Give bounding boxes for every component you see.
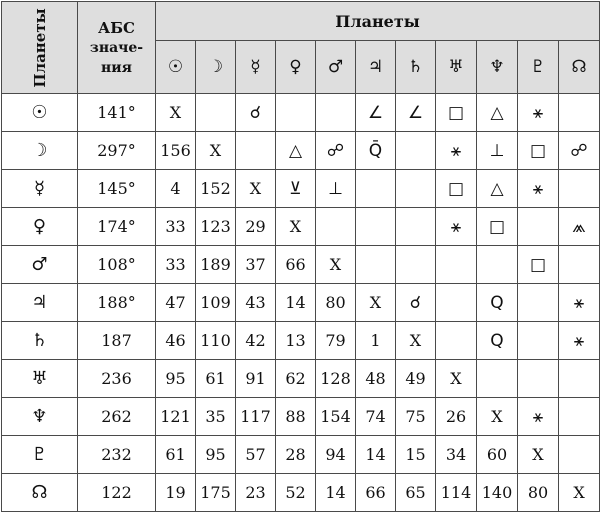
table-cell: 57: [236, 436, 276, 474]
column-header-node-icon: ☊: [559, 41, 600, 94]
aspect-symbol-cell: [559, 436, 600, 474]
table-cell: 79: [316, 322, 356, 360]
table-cell: 43: [236, 284, 276, 322]
table-row-mars: [2, 246, 600, 284]
table-row-mercury: [2, 170, 600, 208]
table-cell: 117: [236, 398, 276, 436]
table-cell: 65: [396, 474, 436, 512]
aspect-symbol-cell: [436, 246, 477, 284]
row-planet-saturn-icon: ♄: [2, 322, 78, 360]
aspect-symbol-cell: [477, 360, 518, 398]
table-cell: X: [356, 284, 396, 322]
aspect-symbol-cell: ⚹: [559, 284, 600, 322]
table-cell: 156: [156, 132, 196, 170]
table-cell: X: [236, 170, 276, 208]
column-header-saturn-icon: ♄: [396, 41, 436, 94]
table-cell: 15: [396, 436, 436, 474]
row-planet-pluto-icon: ♇: [2, 436, 78, 474]
aspect-symbol-cell: [518, 360, 559, 398]
aspect-symbol-cell: □: [518, 132, 559, 170]
table-cell: 114: [436, 474, 477, 512]
aspect-symbol-cell: ☍: [559, 132, 600, 170]
table-cell: 28: [276, 436, 316, 474]
table-cell: 49: [396, 360, 436, 398]
table-row-venus: [2, 208, 600, 246]
aspect-symbol-cell: [356, 208, 396, 246]
table-cell: 175: [196, 474, 236, 512]
table-cell: 66: [356, 474, 396, 512]
table-row-moon: [2, 132, 600, 170]
table-cell: 29: [236, 208, 276, 246]
aspect-symbol-cell: □: [436, 94, 477, 132]
table-cell: X: [436, 360, 477, 398]
table-cell: 110: [196, 322, 236, 360]
aspect-symbol-cell: □: [436, 170, 477, 208]
table-cell: X: [396, 322, 436, 360]
aspect-symbol-cell: [316, 208, 356, 246]
abs-value-cell: 108°: [78, 246, 156, 284]
aspect-symbol-cell: Q: [477, 322, 518, 360]
table-cell: 123: [196, 208, 236, 246]
table-row-jupiter: [2, 284, 600, 322]
table-cell: 19: [156, 474, 196, 512]
row-planet-sun-icon: ☉: [2, 94, 78, 132]
aspect-symbol-cell: ⊻: [276, 170, 316, 208]
table-body: [2, 94, 600, 512]
table-cell: 189: [196, 246, 236, 284]
aspect-symbol-cell: [356, 170, 396, 208]
aspect-symbol-cell: ⚹: [518, 170, 559, 208]
aspect-symbol-cell: [518, 322, 559, 360]
table-cell: 109: [196, 284, 236, 322]
aspect-symbol-cell: ☌: [396, 284, 436, 322]
table-row-neptune: [2, 398, 600, 436]
aspect-symbol-cell: [518, 208, 559, 246]
abs-value-cell: 188°: [78, 284, 156, 322]
table-cell: 14: [316, 474, 356, 512]
table-cell: 121: [156, 398, 196, 436]
aspect-symbol-cell: [276, 94, 316, 132]
aspect-symbol-cell: ⚹: [518, 398, 559, 436]
abs-value-cell: 262: [78, 398, 156, 436]
column-header-uranus-icon: ♅: [436, 41, 477, 94]
aspect-symbol-cell: [559, 170, 600, 208]
table-cell: 75: [396, 398, 436, 436]
aspect-table: [1, 1, 600, 512]
table-cell: 4: [156, 170, 196, 208]
column-header-jupiter-icon: ♃: [356, 41, 396, 94]
table-cell: 14: [356, 436, 396, 474]
table-cell: 66: [276, 246, 316, 284]
table-cell: 52: [276, 474, 316, 512]
aspect-symbol-cell: [356, 246, 396, 284]
table-cell: 35: [196, 398, 236, 436]
aspect-symbol-cell: Q̄: [356, 132, 396, 170]
table-cell: X: [316, 246, 356, 284]
table-cell: 33: [156, 246, 196, 284]
aspect-symbol-cell: △: [276, 132, 316, 170]
table-cell: 95: [156, 360, 196, 398]
abs-value-cell: 232: [78, 436, 156, 474]
table-cell: X: [196, 132, 236, 170]
column-header-moon-icon: ☽: [196, 41, 236, 94]
abs-value-cell: 122: [78, 474, 156, 512]
aspect-symbol-cell: [559, 360, 600, 398]
aspect-symbol-cell: [396, 208, 436, 246]
table-cell: X: [518, 436, 559, 474]
table-cell: 61: [156, 436, 196, 474]
aspect-symbol-cell: [477, 246, 518, 284]
table-cell: X: [156, 94, 196, 132]
aspect-symbol-cell: [316, 94, 356, 132]
planets-vertical-label: Планеты: [30, 7, 49, 88]
abs-value-cell: 236: [78, 360, 156, 398]
column-header-mars-icon: ♂: [316, 41, 356, 94]
aspect-symbol-cell: □: [477, 208, 518, 246]
abs-value-cell: 174°: [78, 208, 156, 246]
row-planet-mars-icon: ♂: [2, 246, 78, 284]
row-planet-uranus-icon: ♅: [2, 360, 78, 398]
table-row-sun: [2, 94, 600, 132]
abs-values-header: [78, 2, 156, 94]
abs-label-line2: значе-: [89, 39, 144, 56]
row-planet-mercury-icon: ☿: [2, 170, 78, 208]
table-cell: 60: [477, 436, 518, 474]
aspect-symbol-cell: [396, 132, 436, 170]
aspect-symbol-cell: ∠: [396, 94, 436, 132]
table-cell: 42: [236, 322, 276, 360]
column-header-neptune-icon: ♆: [477, 41, 518, 94]
table-cell: 34: [436, 436, 477, 474]
row-planet-node-icon: ☊: [2, 474, 78, 512]
aspect-symbol-cell: ⚹: [436, 208, 477, 246]
row-planet-jupiter-icon: ♃: [2, 284, 78, 322]
row-planet-neptune-icon: ♆: [2, 398, 78, 436]
table-cell: 74: [356, 398, 396, 436]
table-cell: 88: [276, 398, 316, 436]
abs-label-line1: АБС: [98, 18, 135, 37]
table-cell: 37: [236, 246, 276, 284]
table-cell: 26: [436, 398, 477, 436]
table-cell: 47: [156, 284, 196, 322]
table-cell: 33: [156, 208, 196, 246]
aspect-symbol-cell: [518, 284, 559, 322]
abs-value-cell: 141°: [78, 94, 156, 132]
table-row-saturn: [2, 322, 600, 360]
aspect-symbol-cell: Q: [477, 284, 518, 322]
aspect-symbol-cell: ⚹: [559, 322, 600, 360]
table-cell: 48: [356, 360, 396, 398]
aspect-symbol-cell: △: [477, 94, 518, 132]
table-cell: X: [276, 208, 316, 246]
table-cell: 62: [276, 360, 316, 398]
aspect-symbol-cell: ⊥: [316, 170, 356, 208]
aspect-symbol-cell: □: [518, 246, 559, 284]
aspect-symbol-cell: [559, 94, 600, 132]
table-header: [2, 2, 600, 94]
row-planet-venus-icon: ♀: [2, 208, 78, 246]
table-cell: 140: [477, 474, 518, 512]
table-row-pluto: [2, 436, 600, 474]
table-cell: 13: [276, 322, 316, 360]
abs-value-cell: 297°: [78, 132, 156, 170]
abs-value-cell: 145°: [78, 170, 156, 208]
column-header-pluto-icon: ♇: [518, 41, 559, 94]
aspect-symbol-cell: [396, 246, 436, 284]
row-planet-moon-icon: ☽: [2, 132, 78, 170]
table-cell: 80: [518, 474, 559, 512]
column-header-sun-icon: ☉: [156, 41, 196, 94]
table-cell: X: [477, 398, 518, 436]
table-cell: 95: [196, 436, 236, 474]
table-cell: X: [559, 474, 600, 512]
table-cell: 91: [236, 360, 276, 398]
abs-value-cell: 187: [78, 322, 156, 360]
aspect-symbol-cell: [436, 322, 477, 360]
aspect-symbol-cell: △: [477, 170, 518, 208]
table-cell: 46: [156, 322, 196, 360]
aspect-symbol-cell: [559, 398, 600, 436]
table-cell: 14: [276, 284, 316, 322]
aspect-symbol-cell: ⊥: [477, 132, 518, 170]
aspect-symbol-cell: ∠: [356, 94, 396, 132]
aspect-symbol-cell: [396, 170, 436, 208]
aspect-symbol-cell: ⚹: [436, 132, 477, 170]
aspect-symbol-cell: [236, 132, 276, 170]
planets-row-header: [2, 2, 78, 94]
column-header-mercury-icon: ☿: [236, 41, 276, 94]
table-row-node: [2, 474, 600, 512]
planets-group-header: Планеты: [156, 2, 600, 41]
table-cell: 61: [196, 360, 236, 398]
aspect-symbol-cell: ☍: [316, 132, 356, 170]
aspect-symbol-cell: ⚹: [518, 94, 559, 132]
table-row-uranus: [2, 360, 600, 398]
aspect-symbol-cell: ⩕: [559, 208, 600, 246]
abs-label-line3: ния: [101, 59, 132, 76]
aspect-symbol-cell: [559, 246, 600, 284]
aspect-symbol-cell: ☌: [236, 94, 276, 132]
aspect-symbol-cell: [436, 284, 477, 322]
table-cell: 1: [356, 322, 396, 360]
table-cell: 94: [316, 436, 356, 474]
header-row-top: [2, 2, 600, 41]
table-cell: 80: [316, 284, 356, 322]
table-cell: 128: [316, 360, 356, 398]
aspect-symbol-cell: [196, 94, 236, 132]
table-cell: 23: [236, 474, 276, 512]
table-cell: 152: [196, 170, 236, 208]
table-cell: 154: [316, 398, 356, 436]
column-header-venus-icon: ♀: [276, 41, 316, 94]
